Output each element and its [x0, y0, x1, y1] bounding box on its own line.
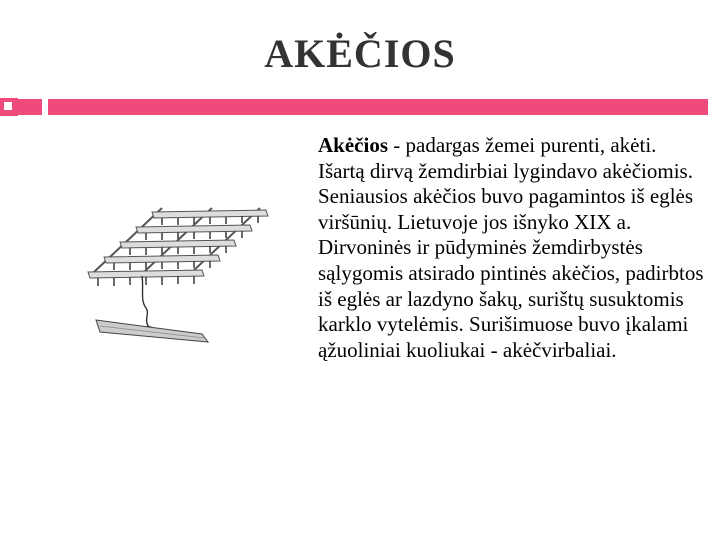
definition-text: - padargas žemei purenti, akėti. Išartą dirvą žemdirbiai lygindavo akėčiomis. Seniausios akėčios buvo pagamintos iš eglės viršūnių. Lietuvoje jos išnyko XIX a. Dirvoninės ir pūdyminės žemdirbystės sąlygomis atsirado pintinės akėčios, padirbtos iš eglės ar lazdyno šakų, surištų susuktomis karklo vytelėmis. Surišimuose buvo įkalami ąžuoliniai kuoliukai - akėčvirbaliai. — [318, 133, 704, 362]
accent-bar-right — [48, 99, 708, 115]
accent-bar-left — [18, 99, 42, 115]
accent-square-inner — [4, 102, 12, 110]
slide-title: AKĖČIOS — [264, 31, 456, 76]
harrow-illustration — [82, 200, 272, 360]
accent-square — [0, 98, 18, 116]
term-akecios: Akėčios — [318, 133, 388, 157]
body-paragraph — [318, 133, 708, 363]
